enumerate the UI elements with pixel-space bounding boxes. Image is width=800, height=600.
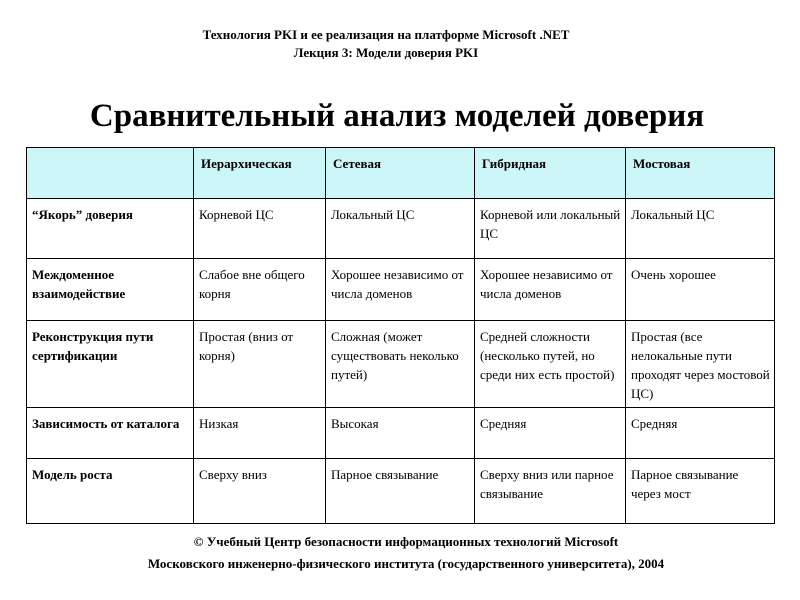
table-row	[27, 459, 775, 524]
table-cell: Хорошее независимо от числа доменов	[475, 259, 626, 321]
row-label: “Якорь” доверия	[27, 199, 194, 259]
table-cell: Очень хорошее	[626, 259, 775, 321]
table-row	[27, 408, 775, 459]
page-footer	[0, 531, 800, 575]
lecture-title: Лекция 3: Модели доверия PKI	[293, 45, 479, 60]
course-title: Технология PKI и ее реализация на платформе Microsoft .NET	[202, 27, 570, 42]
table-row	[27, 321, 775, 408]
table-cell: Сложная (может существовать неколько путей)	[326, 321, 475, 408]
row-label: Модель роста	[27, 459, 194, 524]
table-cell: Сверху вниз	[194, 459, 326, 524]
comparison-table	[26, 147, 775, 524]
table-cell: Локальный ЦС	[626, 199, 775, 259]
table-row	[27, 199, 775, 259]
table-cell: Средней сложности (несколько путей, но среди них есть простой)	[475, 321, 626, 408]
column-header-network: Сетевая	[326, 148, 475, 199]
table-cell: Сверху вниз или парное связывание	[475, 459, 626, 524]
row-label: Междоменное взаимодействие	[27, 259, 194, 321]
table-cell: Хорошее независимо от числа доменов	[326, 259, 475, 321]
row-label: Реконструкция пути сертификации	[27, 321, 194, 408]
institution-line: Московского инженерно-физического института (государственного университета), 2004	[147, 556, 665, 571]
table-header-row	[27, 148, 775, 199]
column-header-hybrid: Гибридная	[475, 148, 626, 199]
table-cell: Парное связывание	[326, 459, 475, 524]
table-cell: Средняя	[475, 408, 626, 459]
table-cell: Локальный ЦС	[326, 199, 475, 259]
table-cell: Простая (все нелокальные пути проходят через мостовой ЦС)	[626, 321, 775, 408]
table-cell: Корневой или локальный ЦС	[475, 199, 626, 259]
table-cell: Корневой ЦС	[194, 199, 326, 259]
page-header	[0, 26, 772, 62]
table-cell: Средняя	[626, 408, 775, 459]
copyright-line: © Учебный Центр безопасности информационных технологий Microsoft	[193, 534, 619, 549]
table-cell: Парное связывание через мост	[626, 459, 775, 524]
column-header-hierarchical: Иерархическая	[194, 148, 326, 199]
table-cell: Низкая	[194, 408, 326, 459]
table-corner-cell	[27, 148, 194, 199]
table-cell: Высокая	[326, 408, 475, 459]
row-label: Зависимость от каталога	[27, 408, 194, 459]
table-row	[27, 259, 775, 321]
column-header-bridge: Мостовая	[626, 148, 775, 199]
table-cell: Простая (вниз от корня)	[194, 321, 326, 408]
table-cell: Слабое вне общего корня	[194, 259, 326, 321]
slide-title: Сравнительный анализ моделей доверия	[89, 98, 705, 134]
